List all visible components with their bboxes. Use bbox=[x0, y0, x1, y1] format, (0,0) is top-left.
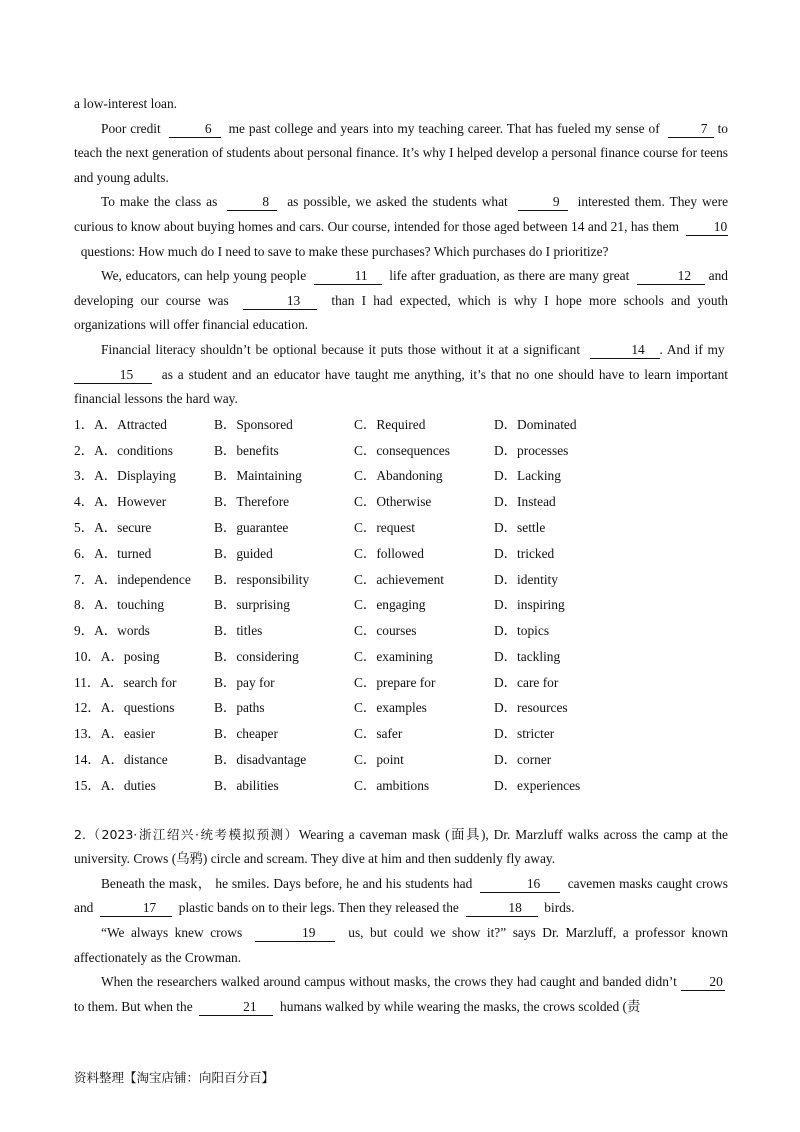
option-b[interactable]: B．guarantee bbox=[214, 519, 289, 535]
blank-16[interactable]: 16 bbox=[480, 876, 560, 893]
option-d[interactable]: D．settle bbox=[494, 519, 546, 535]
option-a[interactable]: 14．A．distance bbox=[74, 752, 168, 768]
option-row bbox=[74, 592, 728, 618]
option-row bbox=[74, 489, 728, 515]
blank-14[interactable]: 14 bbox=[590, 342, 660, 359]
option-d[interactable]: D．topics bbox=[494, 623, 550, 639]
option-row bbox=[74, 773, 728, 799]
option-a[interactable]: 15．A．duties bbox=[74, 777, 156, 793]
blank-15[interactable]: 15 bbox=[74, 367, 152, 384]
option-a[interactable]: 9．A．words bbox=[74, 623, 150, 639]
option-c[interactable]: C．Required bbox=[354, 416, 426, 432]
option-a[interactable]: 12．A．questions bbox=[74, 700, 175, 716]
passage2-para2: “We always knew crows 19 us, but could we show it?” says Dr. Marzluff, a professor known affectionately as the Crowman. bbox=[74, 925, 728, 965]
option-c[interactable]: C．courses bbox=[354, 623, 417, 639]
option-d[interactable]: D．Instead bbox=[494, 494, 556, 510]
option-row bbox=[74, 412, 728, 438]
passage2-para1: Beneath the mask， he smiles. Days before, he and his students had 16 cavemen masks caught crows and 17 plastic bands on to their legs. Then they released the 18 birds. bbox=[74, 875, 728, 916]
page-footer: 资料整理【淘宝店铺：向阳百分百】 bbox=[74, 1070, 275, 1085]
option-d[interactable]: D．resources bbox=[494, 700, 568, 716]
passage1-para3: We, educators, can help young people 11 life after graduation, as there are many great 12 and developing our course was 13 than I had expected, which is why I hope more schools and youth organizations will offer financial education. bbox=[74, 268, 728, 333]
option-a[interactable]: 3．A．Displaying bbox=[74, 468, 176, 484]
option-b[interactable]: B．guided bbox=[214, 545, 273, 561]
section-spacer bbox=[74, 799, 728, 823]
option-d[interactable]: D．tackling bbox=[494, 648, 561, 664]
option-b[interactable]: B．surprising bbox=[214, 597, 290, 613]
option-row bbox=[74, 695, 728, 721]
option-d[interactable]: D．experiences bbox=[494, 777, 581, 793]
blank-20[interactable]: 20 bbox=[681, 974, 725, 991]
option-row bbox=[74, 670, 728, 696]
option-b[interactable]: B．Sponsored bbox=[214, 416, 293, 432]
blank-13[interactable]: 13 bbox=[243, 293, 317, 310]
blank-11[interactable]: 11 bbox=[314, 268, 382, 285]
option-c[interactable]: C．request bbox=[354, 519, 415, 535]
options-list bbox=[74, 412, 728, 799]
blank-18[interactable]: 18 bbox=[466, 900, 538, 917]
option-a[interactable]: 10．A．posing bbox=[74, 648, 160, 664]
option-b[interactable]: B．titles bbox=[214, 623, 263, 639]
option-d[interactable]: D．corner bbox=[494, 752, 552, 768]
option-c[interactable]: C．safer bbox=[354, 726, 403, 742]
option-c[interactable]: C．Otherwise bbox=[354, 494, 432, 510]
option-d[interactable]: D．Dominated bbox=[494, 416, 577, 432]
option-c[interactable]: C．engaging bbox=[354, 597, 426, 613]
option-d[interactable]: D．processes bbox=[494, 442, 569, 458]
option-row bbox=[74, 567, 728, 593]
blank-8[interactable]: 8 bbox=[227, 194, 277, 211]
option-row bbox=[74, 644, 728, 670]
blank-19[interactable]: 19 bbox=[255, 925, 335, 942]
option-c[interactable]: C．consequences bbox=[354, 442, 450, 458]
blank-9[interactable]: 9 bbox=[518, 194, 568, 211]
blank-17[interactable]: 17 bbox=[100, 900, 172, 917]
option-d[interactable]: D．identity bbox=[494, 571, 558, 587]
option-b[interactable]: B．cheaper bbox=[214, 726, 278, 742]
option-a[interactable]: 4．A．However bbox=[74, 494, 167, 510]
option-b[interactable]: B．Maintaining bbox=[214, 468, 302, 484]
option-row bbox=[74, 438, 728, 464]
option-row bbox=[74, 721, 728, 747]
option-d[interactable]: D．care for bbox=[494, 674, 559, 690]
option-row bbox=[74, 463, 728, 489]
option-c[interactable]: C．followed bbox=[354, 545, 424, 561]
option-b[interactable]: B．abilities bbox=[214, 777, 279, 793]
blank-7[interactable]: 7 bbox=[668, 121, 714, 138]
option-c[interactable]: C．Abandoning bbox=[354, 468, 443, 484]
passage1-lead: a low-interest loan. bbox=[74, 96, 177, 111]
option-a[interactable]: 11．A．search for bbox=[74, 674, 177, 690]
option-b[interactable]: B．responsibility bbox=[214, 571, 310, 587]
passage1-para4: Financial literacy shouldn’t be optional because it puts those without it at a significant 14 . And if my 15 as a student and an educator have taught me anything, it’s that no one should have to learn important financial lessons the hard way. bbox=[74, 341, 728, 407]
option-b[interactable]: B．benefits bbox=[214, 442, 279, 458]
question-source: 2.（2023·浙江绍兴·统考模拟预测） bbox=[74, 826, 299, 842]
blank-6[interactable]: 6 bbox=[169, 121, 221, 138]
blank-12[interactable]: 12 bbox=[637, 268, 705, 285]
option-a[interactable]: 2．A．conditions bbox=[74, 442, 173, 458]
option-c[interactable]: C．examining bbox=[354, 648, 433, 664]
option-d[interactable]: D．inspiring bbox=[494, 597, 565, 613]
option-a[interactable]: 5．A．secure bbox=[74, 519, 152, 535]
passage1-para1: Poor credit 6 me past college and years into my teaching career. That has fueled my sense of 7 to teach the next generation of students about personal finance. It’s why I helped develop a personal finance course for teens and young adults. bbox=[74, 120, 728, 185]
option-a[interactable]: 7．A．independence bbox=[74, 571, 191, 587]
option-c[interactable]: C．examples bbox=[354, 700, 427, 716]
option-a[interactable]: 6．A．turned bbox=[74, 545, 152, 561]
option-c[interactable]: C．point bbox=[354, 752, 404, 768]
document-page bbox=[74, 92, 728, 1019]
option-row bbox=[74, 747, 728, 773]
option-c[interactable]: C．prepare for bbox=[354, 674, 436, 690]
passage2-intro: 2.（2023·浙江绍兴·统考模拟预测）Wearing a caveman mask (面具), Dr. Marzluff walks across the camp at the university. Crows (乌鸦) circle and scream. They dive at him and then suddenly fly away. bbox=[74, 826, 729, 867]
passage2-para3: When the researchers walked around campus without masks, the crows they had caught and banded didn’t 20 to them. But when the 21 humans walked by while wearing the masks, the crows scolded (责 bbox=[74, 974, 723, 1014]
option-a[interactable]: 8．A．touching bbox=[74, 597, 165, 613]
option-row bbox=[74, 541, 728, 567]
option-c[interactable]: C．achievement bbox=[354, 571, 444, 587]
option-a[interactable]: 13．A．easier bbox=[74, 726, 156, 742]
blank-10[interactable]: 10 bbox=[686, 219, 728, 236]
option-d[interactable]: D．Lacking bbox=[494, 468, 561, 484]
passage1-para2: To make the class as 8 as possible, we asked the students what 9 interested them. They were curious to know about buying homes and cars. Our course, intended for those aged between 14 and 21, has them 10 questions: How much do I need to save to make these purchases? Which purchases do I prioritize? bbox=[74, 194, 729, 259]
option-a[interactable]: 1．A．Attracted bbox=[74, 416, 167, 432]
option-row bbox=[74, 515, 728, 541]
option-d[interactable]: D．stricter bbox=[494, 726, 555, 742]
option-row bbox=[74, 618, 728, 644]
option-b[interactable]: B．disadvantage bbox=[214, 752, 307, 768]
blank-21[interactable]: 21 bbox=[199, 999, 273, 1016]
option-b[interactable]: B．Therefore bbox=[214, 494, 290, 510]
option-b[interactable]: B．pay for bbox=[214, 674, 275, 690]
option-d[interactable]: D．tricked bbox=[494, 545, 555, 561]
option-c[interactable]: C．ambitions bbox=[354, 777, 430, 793]
option-b[interactable]: B．considering bbox=[214, 648, 299, 664]
option-b[interactable]: B．paths bbox=[214, 700, 265, 716]
